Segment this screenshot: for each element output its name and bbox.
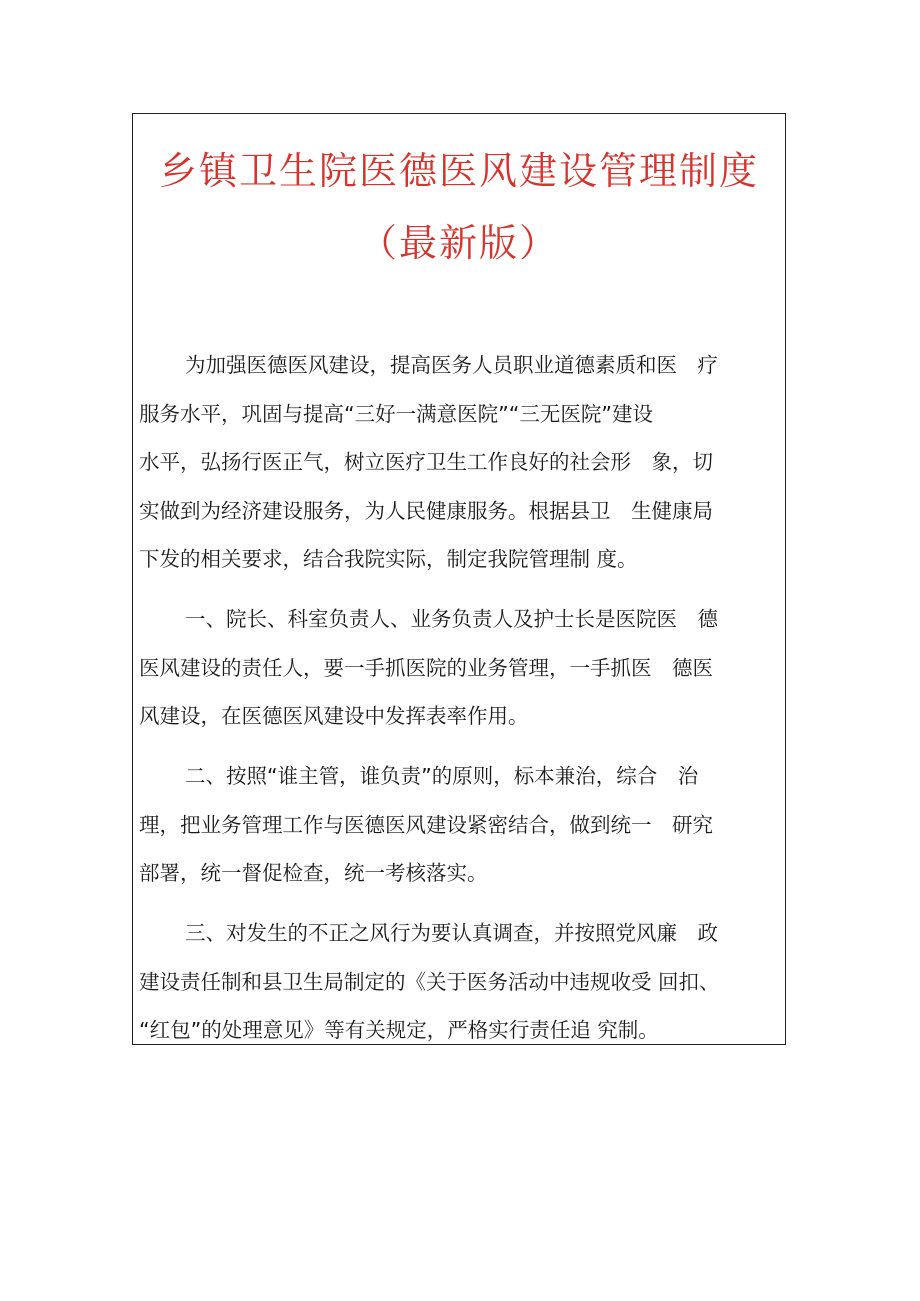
paragraph-line: 一、院长、科室负责人、业务负责人及护士长是医院医 德 [185, 607, 718, 631]
document-title: 乡镇卫生院医德医风建设管理制度 [158, 149, 759, 193]
paragraph-line: 二、按照“谁主管，谁负责”的原则，标本兼治，综合 治 [185, 764, 699, 788]
paragraph-line: 风建设，在医德医风建设中发挥表率作用。 [139, 704, 529, 728]
paragraph-line: 理，把业务管理工作与医德医风建设紧密结合，做到统一 研究 [139, 812, 713, 837]
paragraph-line: 三、对发生的不正之风行为要认真调查，并按照党风廉 政 [185, 921, 718, 945]
paragraph-item-3 [139, 909, 781, 1055]
document-frame [132, 113, 786, 1045]
paragraph-line: 为加强医德医风建设，提高医务人员职业道德素质和医 疗 [185, 353, 718, 377]
paragraph-line: 下发的相关要求，结合我院实际，制定我院管理制 度。 [139, 547, 638, 571]
paragraph-intro [139, 341, 781, 584]
paragraph-item-1 [139, 595, 781, 741]
paragraph-line: 部署，统一督促检查，统一考核落实。 [139, 861, 488, 885]
paragraph-line: 实做到为经济建设服务，为人民健康服务。根据县卫 生健康局 [139, 498, 713, 523]
paragraph-line: 建设责任制和县卫生局制定的《关于医务活动中违规收受 回扣、 [139, 969, 720, 994]
paragraph-line: 服务水平，巩固与提高“三好一满意医院”“三无医院”建设 [139, 401, 653, 426]
paragraph-line: “红包”的处理意见》等有关规定，严格实行责任追 究制。 [139, 1018, 659, 1042]
paragraph-item-2 [139, 752, 781, 898]
document-subtitle: （最新版） [358, 221, 559, 265]
paragraph-line: 医风建设的责任人，要一手抓医院的业务管理，一手抓医 德医 [139, 655, 713, 680]
paragraph-line: 水平，弘扬行医正气，树立医疗卫生工作良好的社会形 象，切 [139, 450, 713, 474]
